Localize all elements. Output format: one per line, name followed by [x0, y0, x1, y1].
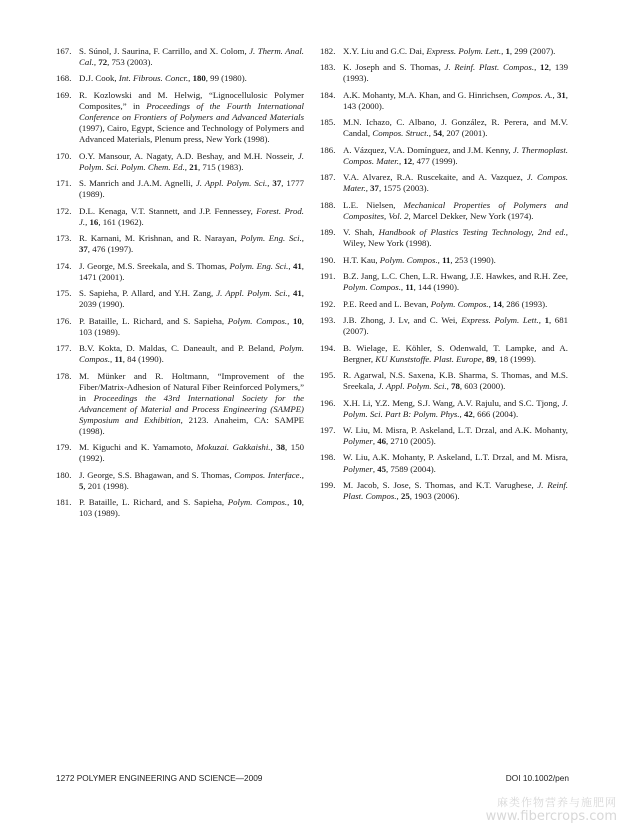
reference-volume: 45: [377, 463, 387, 474]
reference-text: [79, 151, 304, 172]
reference-volume: 38: [276, 442, 286, 453]
reference-segment: B. Wielage, E. Köhler, S. Odenwald, T. Lampke, and A. Bergner,: [343, 342, 568, 364]
reference-segment: , 161 (1962).: [98, 216, 144, 227]
reference-number: 168.: [56, 73, 72, 84]
reference-item: [320, 145, 568, 167]
reference-source: Polymer: [343, 463, 373, 474]
reference-text: [79, 343, 304, 364]
reference-item: [320, 62, 568, 84]
reference-source: Forest. Prod. J.: [79, 205, 304, 227]
reference-number: 182.: [320, 46, 336, 56]
reference-item: [56, 470, 304, 492]
reference-volume: 25: [400, 491, 410, 502]
reference-segment: , 201 (1998).: [83, 480, 129, 491]
reference-segment: ,: [287, 497, 293, 508]
reference-source: Express. Polym. Lett.: [426, 46, 502, 56]
reference-number: 186.: [320, 144, 336, 155]
reference-number: 193.: [320, 315, 336, 326]
reference-number: 192.: [320, 298, 336, 309]
reference-segment: , 1777 (1989).: [79, 178, 305, 200]
site-watermark: [486, 796, 617, 824]
reference-item: [56, 316, 304, 338]
reference-item: [56, 288, 304, 310]
reference-source: Mokuzai. Gakkaishi.: [196, 442, 271, 453]
reference-segment: , 1903 (2006).: [409, 491, 460, 502]
reference-volume: 1: [544, 315, 549, 326]
reference-number: 190.: [320, 254, 336, 265]
reference-segment: K. Joseph and S. Thomas,: [343, 62, 445, 73]
reference-source: J. Therm. Anal. Cal.: [79, 46, 304, 68]
reference-segment: M. Münker and R. Holtmann, “Improvement of the Fiber/Matrix-Adhesion of Natural Fiber Reinforced Polymers,” in: [79, 370, 304, 403]
reference-number: 173.: [56, 233, 72, 244]
reference-number: 195.: [320, 370, 336, 381]
reference-number: 172.: [56, 205, 72, 216]
reference-segment: , 2710 (2005).: [386, 436, 436, 447]
reference-segment: , 99 (1980).: [205, 73, 247, 84]
reference-item: [320, 200, 568, 222]
reference-text: [79, 371, 304, 436]
reference-number: 184.: [320, 89, 336, 100]
reference-segment: , 1471 (2001).: [79, 260, 304, 282]
reference-volume: 37: [79, 244, 88, 255]
reference-segment: , 253 (1990).: [450, 254, 496, 265]
reference-volume: 5: [79, 480, 84, 491]
reference-segment: ,: [501, 46, 506, 56]
reference-segment: ,: [538, 315, 545, 326]
reference-text: [343, 315, 568, 336]
reference-segment: ,: [400, 282, 406, 293]
reference-text: [343, 46, 555, 56]
reference-source: Int. Fibrous. Concr.: [118, 73, 189, 84]
reference-volume: 10: [292, 315, 302, 326]
reference-text: [79, 470, 304, 491]
reference-item: [320, 172, 568, 194]
reference-segment: , 2123. Anaheim, CA: SAMPE (1998).: [79, 414, 304, 436]
reference-segment: , 681 (2007).: [343, 315, 569, 337]
reference-number: 178.: [56, 370, 72, 381]
reference-segment: ,: [446, 381, 452, 392]
reference-volume: 42: [463, 408, 473, 419]
reference-number: 179.: [56, 442, 72, 453]
reference-segment: J. George, S.S. Bhagawan, and S. Thomas,: [79, 469, 235, 480]
reference-source: Polym. Compos.: [227, 497, 288, 508]
reference-segment: J. George, M.S. Sreekala, and S. Thomas,: [79, 260, 230, 271]
reference-segment: , 2039 (1990).: [79, 288, 304, 310]
reference-number: 187.: [320, 172, 336, 183]
reference-volume: 12: [403, 155, 413, 166]
reference-text: [79, 90, 304, 144]
reference-number: 185.: [320, 117, 336, 128]
reference-text: [343, 398, 568, 419]
reference-segment: ,: [93, 57, 99, 68]
reference-segment: S. Sapieha, P. Allard, and Y.H. Zang,: [79, 288, 217, 299]
reference-segment: ,: [287, 315, 293, 326]
reference-text: [343, 425, 568, 446]
references-left-column: [56, 46, 304, 525]
reference-segment: , 103 (1989).: [79, 315, 304, 337]
reference-segment: L.E. Nielsen,: [343, 199, 404, 210]
reference-number: 196.: [320, 397, 336, 408]
reference-segment: , 286 (1993).: [501, 298, 548, 309]
reference-segment: ,: [301, 233, 304, 244]
reference-text: [79, 261, 304, 282]
reference-text: [343, 172, 568, 193]
reference-source: Express. Polym. Lett.: [461, 315, 539, 326]
reference-volume: 41: [292, 288, 302, 299]
reference-segment: ,: [428, 128, 434, 139]
reference-segment: , 139 (1993).: [343, 62, 569, 84]
reference-text: [343, 145, 568, 166]
reference-text: [79, 206, 304, 227]
reference-item: [56, 178, 304, 200]
reference-segment: ,: [85, 216, 90, 227]
reference-source: Handbook of Plastics Testing Technology, 2nd ed.: [378, 227, 566, 238]
reference-segment: A. Vázquez, V.A. Domínguez, and J.M. Kenny,: [343, 144, 513, 155]
reference-text: [343, 299, 547, 309]
reference-segment: ,: [270, 442, 277, 453]
reference-segment: , 144 (1990).: [413, 282, 460, 293]
reference-item: [320, 255, 568, 266]
reference-source: Polym. Eng. Sci.: [240, 233, 302, 244]
reference-segment: B.Z. Jang, L.C. Chen, L.R. Hwang, J.E. Hawkes, and R.H. Zee,: [343, 271, 568, 282]
reference-source: Polymer: [343, 436, 373, 447]
reference-segment: , 477 (1999).: [412, 155, 458, 166]
reference-text: [343, 255, 496, 265]
reference-volume: 11: [442, 254, 451, 265]
reference-text: [79, 316, 304, 337]
reference-segment: , 603 (2000).: [459, 381, 506, 392]
reference-number: 199.: [320, 479, 336, 490]
reference-number: 198.: [320, 452, 336, 463]
reference-text: [79, 288, 304, 309]
reference-source: Polym. Compos.: [79, 343, 304, 365]
reference-segment: W. Liu, A.K. Mohanty, P. Askeland, L.T. Drzal, and M. Misra,: [343, 452, 568, 463]
reference-source: Compos. A.: [511, 89, 553, 100]
page-footer-doi: DOI 10.1002/pen: [505, 773, 569, 783]
reference-volume: 10: [292, 497, 302, 508]
reference-item: [56, 371, 304, 438]
reference-segment: , 1575 (2003).: [378, 183, 429, 194]
reference-source: Polym. Compos.: [227, 315, 288, 326]
reference-text: [79, 73, 247, 83]
reference-segment: X.Y. Liu and G.C. Dai,: [343, 46, 427, 56]
reference-segment: S. Manrich and J.A.M. Agnelli,: [79, 178, 196, 189]
reference-segment: , 143 (2000).: [343, 89, 568, 111]
reference-segment: ,: [372, 436, 378, 447]
reference-source: Polym. Compos.: [379, 254, 438, 265]
references-right-column: [320, 46, 568, 507]
reference-number: 180.: [56, 469, 72, 480]
reference-item: [320, 46, 568, 57]
reference-segment: M.N. Ichazo, C. Albano, J. González, R. Perera, and M.V. Candal,: [343, 117, 568, 139]
reference-text: [343, 370, 568, 391]
reference-item: [320, 117, 568, 139]
reference-source: Proceedings of the Fourth International Conference on Frontiers of Polymers and Advanced Materials: [79, 100, 304, 123]
reference-text: [343, 480, 568, 501]
reference-number: 171.: [56, 178, 72, 189]
reference-item: [56, 442, 304, 464]
reference-source: J. Reinf. Plast. Compos.: [444, 62, 535, 73]
reference-segment: ,: [301, 469, 304, 480]
reference-segment: ,: [372, 463, 378, 474]
reference-segment: B.V. Kokta, D. Maldas, C. Daneault, and P. Beland,: [79, 343, 280, 354]
reference-segment: , 150 (1992).: [79, 442, 304, 464]
reference-segment: V. Shah,: [343, 227, 379, 238]
reference-volume: 14: [493, 298, 502, 309]
reference-segment: , 18 (1999).: [494, 353, 536, 364]
reference-item: [320, 480, 568, 502]
reference-source: Mechanical Properties of Polymers and Composites, Vol. 2: [343, 199, 568, 221]
reference-segment: , Wiley, New York (1998).: [343, 227, 568, 249]
reference-segment: S. Súnol, J. Saurina, F. Carrillo, and X. Colom,: [79, 46, 250, 56]
reference-segment: V.A. Alvarez, R.A. Ruscekaite, and A. Vazquez,: [343, 172, 527, 183]
reference-segment: , 715 (1983).: [198, 161, 244, 172]
reference-item: [56, 261, 304, 283]
reference-volume: 11: [405, 282, 414, 293]
reference-segment: ,: [267, 178, 273, 189]
reference-text: [79, 497, 304, 518]
reference-text: [343, 343, 568, 364]
reference-item: [320, 299, 568, 310]
reference-source: J. Compos. Mater.: [343, 172, 568, 194]
reference-segment: H.T. Kau,: [343, 254, 380, 265]
reference-source: Compos. Struct.: [372, 128, 429, 139]
reference-volume: 31: [556, 89, 566, 100]
reference-segment: ,: [459, 408, 464, 419]
reference-segment: M. Jacob, S. Jose, S. Thomas, and K.T. Varughese,: [343, 479, 538, 490]
reference-volume: 12: [540, 62, 549, 73]
reference-segment: ,: [437, 254, 443, 265]
reference-number: 177.: [56, 343, 72, 354]
reference-source: J. Appl. Polym. Sci.: [195, 178, 268, 189]
reference-item: [320, 90, 568, 112]
reference-segment: , 7589 (2004).: [386, 463, 436, 474]
reference-segment: ,: [488, 298, 494, 309]
reference-segment: , Marcel Dekker, New York (1974).: [408, 210, 534, 221]
reference-volume: 46: [377, 436, 387, 447]
reference-item: [320, 315, 568, 337]
reference-text: [343, 271, 568, 292]
reference-segment: D.L. Kenaga, V.T. Stannett, and J.P. Fennessey,: [79, 205, 257, 216]
watermark-url: www.fibercrops.com: [485, 809, 617, 824]
reference-segment: ,: [288, 260, 293, 271]
reference-segment: ,: [287, 288, 293, 299]
reference-item: [56, 90, 304, 145]
reference-text: [343, 90, 568, 111]
reference-number: 175.: [56, 288, 72, 299]
reference-number: 197.: [320, 424, 336, 435]
reference-segment: A.K. Mohanty, M.A. Khan, and G. Hinrichsen,: [343, 89, 512, 100]
reference-number: 174.: [56, 260, 72, 271]
reference-segment: R. Agarwal, N.S. Saxena, K.B. Sharma, S. Thomas, and M.S. Sreekala,: [343, 370, 568, 392]
reference-text: [343, 200, 568, 221]
reference-number: 181.: [56, 497, 72, 508]
reference-source: Polym. Compos.: [343, 282, 401, 293]
reference-segment: ,: [534, 62, 541, 73]
reference-number: 194.: [320, 342, 336, 353]
reference-source: J. Thermoplast. Compos. Mater.: [343, 144, 569, 166]
reference-segment: , 476 (1997).: [87, 244, 134, 255]
reference-item: [320, 271, 568, 293]
reference-text: [343, 117, 568, 138]
reference-text: [79, 46, 304, 67]
reference-item: [56, 233, 304, 255]
reference-segment: P. Bataille, L. Richard, and S. Sapieha,: [79, 315, 228, 326]
reference-item: [56, 151, 304, 173]
reference-segment: ,: [481, 353, 487, 364]
reference-number: 191.: [320, 271, 336, 282]
reference-segment: ,: [188, 73, 193, 84]
reference-segment: ,: [398, 155, 404, 166]
reference-item: [56, 46, 304, 68]
reference-text: [343, 452, 568, 473]
reference-number: 176.: [56, 315, 72, 326]
reference-volume: 72: [98, 57, 108, 68]
page-footer-journal: 1272 POLYMER ENGINEERING AND SCIENCE—2009: [56, 773, 263, 783]
reference-segment: (1997), Cairo, Egypt, Science and Technology of Polymers and Advanced Materials, Plenum press, New York (1998).: [79, 123, 304, 145]
reference-item: [320, 425, 568, 447]
reference-volume: 89: [486, 353, 495, 364]
reference-number: 169.: [56, 89, 72, 100]
reference-segment: ,: [110, 354, 115, 365]
reference-segment: D.J. Cook,: [79, 73, 119, 84]
reference-number: 167.: [56, 46, 72, 56]
reference-item: [320, 370, 568, 392]
reference-number: 170.: [56, 150, 72, 161]
reference-text: [343, 227, 568, 248]
reference-segment: , 299 (2007).: [509, 46, 556, 56]
reference-volume: 180: [192, 73, 206, 84]
reference-segment: , 666 (2004).: [472, 408, 519, 419]
reference-volume: 21: [189, 161, 198, 172]
reference-volume: 41: [293, 260, 302, 271]
reference-source: Polym. Compos.: [430, 298, 489, 309]
reference-number: 189.: [320, 227, 336, 238]
reference-source: J. Polym. Sci. Polym. Chem. Ed.: [79, 150, 304, 172]
reference-volume: 1: [505, 46, 510, 56]
reference-segment: P. Bataille, L. Richard, and S. Sapieha,: [79, 497, 228, 508]
reference-segment: P.E. Reed and L. Bevan,: [343, 298, 431, 309]
reference-item: [56, 497, 304, 519]
reference-source: J. Reinf. Plast. Compos.: [343, 479, 568, 502]
reference-source: KU Kunststoffe. Plast. Europe: [375, 353, 482, 364]
reference-source: Proceedings the 43rd International Society for the Advancement of Material and Process Engineering (SAMPE) Symposium and Exhibition: [79, 392, 305, 425]
reference-source: J. Appl. Polym. Sci.: [216, 288, 288, 299]
reference-item: [320, 343, 568, 365]
reference-source: J. Appl. Polym. Sci.: [377, 381, 447, 392]
reference-volume: 37: [272, 178, 282, 189]
reference-text: [79, 442, 304, 463]
reference-segment: J.B. Zhong, J. Lv, and C. Wei,: [343, 315, 462, 326]
reference-volume: 78: [451, 381, 460, 392]
reference-segment: ,: [396, 491, 401, 502]
reference-segment: R. Kozlowski and M. Helwig, “Lignocellulosic Polymer Composites,” in: [79, 89, 304, 111]
reference-segment: R. Karnani, M. Krishnan, and R. Narayan,: [79, 233, 241, 244]
reference-segment: ,: [365, 183, 371, 194]
reference-source: Compos. Interface.: [234, 469, 302, 480]
reference-volume: 11: [114, 354, 123, 365]
reference-segment: M. Kiguchi and K. Yamamoto,: [79, 442, 197, 453]
reference-segment: W. Liu, M. Misra, P. Askeland, L.T. Drzal, and A.K. Mohanty,: [343, 424, 568, 435]
reference-item: [56, 73, 304, 84]
reference-item: [56, 343, 304, 365]
reference-text: [79, 178, 304, 199]
reference-item: [56, 206, 304, 228]
reference-segment: ,: [552, 89, 557, 100]
reference-segment: O.Y. Mansour, A. Nagaty, A.D. Beshay, and M.H. Nosseir,: [79, 150, 298, 161]
reference-number: 188.: [320, 199, 336, 210]
reference-item: [320, 398, 568, 420]
reference-number: 183.: [320, 62, 336, 73]
reference-volume: 37: [370, 183, 379, 194]
reference-segment: X.H. Li, Y.Z. Meng, S.J. Wang, A.V. Rajulu, and S.C. Tjong,: [343, 397, 562, 408]
reference-item: [320, 452, 568, 474]
reference-source: J. Polym. Sci. Part B: Polym. Phys.: [343, 397, 568, 419]
reference-item: [320, 227, 568, 249]
reference-segment: , 84 (1990).: [122, 354, 164, 365]
reference-text: [79, 233, 304, 254]
reference-source: Polym. Eng. Sci.: [229, 260, 289, 271]
reference-segment: , 103 (1989).: [79, 497, 304, 519]
reference-volume: 16: [89, 216, 99, 227]
reference-segment: ,: [184, 161, 190, 172]
reference-volume: 54: [433, 128, 442, 139]
reference-segment: , 207 (2001).: [441, 128, 488, 139]
watermark-title: 麻类作物营养与施肥网: [497, 796, 617, 809]
reference-segment: , 753 (2003).: [107, 57, 153, 68]
reference-text: [343, 62, 568, 83]
